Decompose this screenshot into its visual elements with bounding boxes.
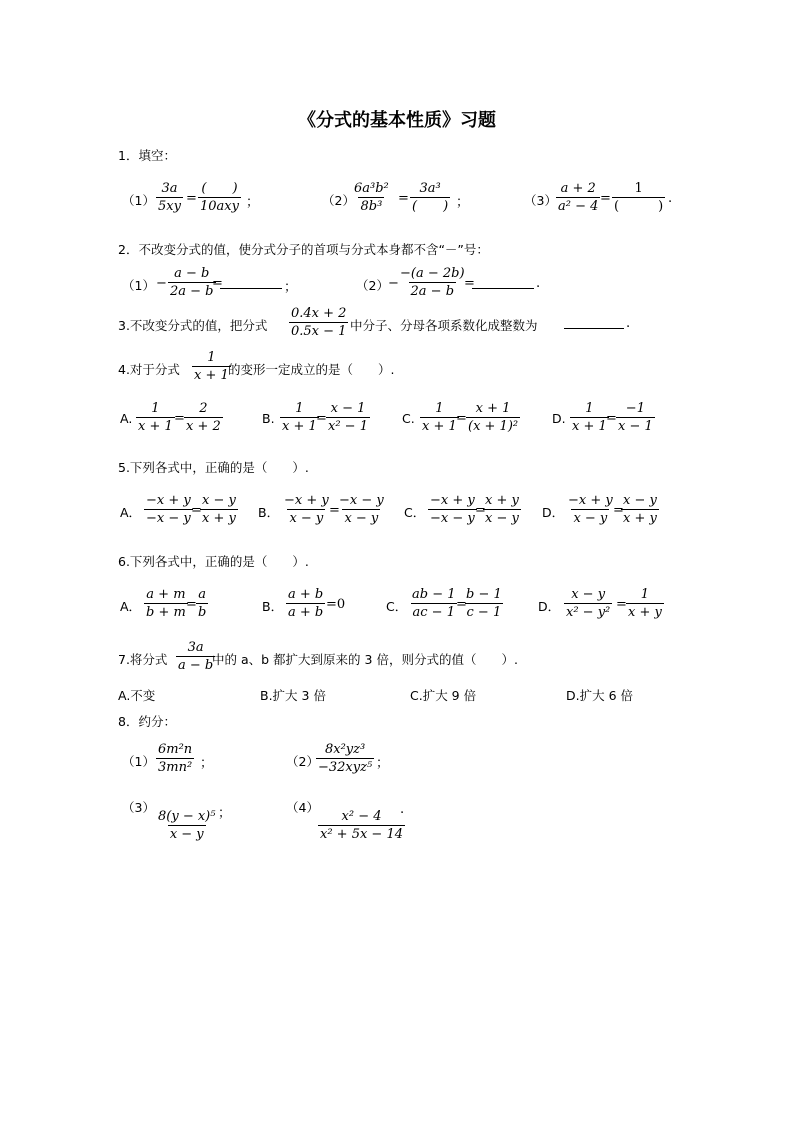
q4-option-b-label[interactable]: B. bbox=[262, 411, 275, 426]
q8-heading: 8．约分： bbox=[118, 714, 176, 729]
q5-option-d-fraction-left bbox=[566, 492, 615, 527]
q1-part2-fraction-right bbox=[410, 180, 450, 215]
numerator: x + 1 bbox=[475, 401, 511, 416]
denominator: 5xy bbox=[158, 199, 181, 214]
minus-sign: − bbox=[156, 276, 167, 291]
numerator: 0.4x + 2 bbox=[291, 306, 347, 321]
denominator: 2a − b bbox=[410, 284, 455, 299]
denominator: x² − 1 bbox=[328, 419, 368, 434]
numerator: −x + y bbox=[146, 493, 191, 508]
q6-option-c-fraction-left bbox=[410, 586, 458, 621]
q7-option-a[interactable]: A.不变 bbox=[118, 688, 156, 703]
equals-sign: = bbox=[475, 503, 486, 518]
numerator: 3a bbox=[187, 640, 204, 655]
q4-text-after: 的变形一定成立的是（ ）. bbox=[228, 362, 395, 377]
equals-sign: = bbox=[329, 503, 340, 518]
numerator: 1 bbox=[151, 401, 160, 416]
q5-option-b-label[interactable]: B． bbox=[258, 505, 280, 520]
answer-blank[interactable] bbox=[564, 316, 624, 333]
q1-part1-fraction-right bbox=[198, 180, 241, 215]
denominator: x − 1 bbox=[618, 419, 653, 434]
denominator: x − y bbox=[573, 511, 608, 526]
denominator: −x − y bbox=[430, 511, 475, 526]
denominator: x² − y² bbox=[566, 605, 611, 620]
punctuation: ； bbox=[218, 806, 232, 821]
equals-sign: = bbox=[613, 503, 624, 518]
q1-heading: 1．填空： bbox=[118, 148, 176, 163]
q6-option-d-fraction-right bbox=[626, 586, 664, 621]
denominator: 8b³ bbox=[360, 199, 383, 214]
numerator: x − y bbox=[623, 493, 657, 508]
denominator: x − y bbox=[289, 511, 324, 526]
q7-option-c[interactable]: C.扩大 9 倍 bbox=[410, 688, 477, 703]
q7-option-d[interactable]: D.扩大 6 倍 bbox=[566, 688, 633, 703]
denominator: ac − 1 bbox=[412, 605, 455, 620]
q5-option-b-fraction-right bbox=[337, 492, 386, 527]
q1-part1-fraction-left bbox=[156, 180, 183, 215]
denominator: 0.5x − 1 bbox=[291, 324, 347, 339]
q6-option-d-label[interactable]: D． bbox=[538, 599, 561, 614]
equals-sign: = bbox=[464, 276, 475, 291]
numerator: a + 2 bbox=[560, 181, 596, 196]
q8-part1-label: （1） bbox=[122, 754, 155, 769]
numerator: −x + y bbox=[568, 493, 613, 508]
q5-option-c-fraction-right bbox=[483, 492, 521, 527]
q4-option-b-fraction-left bbox=[280, 400, 319, 435]
equals-sign: = bbox=[212, 276, 223, 291]
numerator: a − b bbox=[174, 266, 210, 281]
q6-option-b-fraction bbox=[286, 586, 325, 621]
q4-option-d-fraction-right bbox=[616, 400, 655, 435]
q4-text-before: 4.对于分式 bbox=[118, 362, 180, 377]
denominator: x + y bbox=[623, 511, 657, 526]
numerator: a bbox=[198, 587, 207, 602]
denominator: (x + 1)² bbox=[468, 419, 519, 434]
denominator: c − 1 bbox=[466, 605, 502, 620]
q1-part3-fraction-right bbox=[612, 180, 665, 215]
numerator: b − 1 bbox=[466, 587, 502, 602]
equals-zero: =0 bbox=[326, 597, 346, 612]
numerator: x − y bbox=[202, 493, 236, 508]
q4-option-d-fraction-left bbox=[570, 400, 609, 435]
punctuation: . bbox=[668, 191, 673, 206]
q6-option-c-label[interactable]: C． bbox=[386, 599, 408, 614]
answer-blank[interactable] bbox=[472, 276, 534, 293]
numerator: a + m bbox=[146, 587, 186, 602]
q5-option-c-label[interactable]: C． bbox=[404, 505, 426, 520]
q5-option-a-label[interactable]: A． bbox=[120, 505, 142, 520]
denominator: x + y bbox=[628, 605, 662, 620]
q6-option-a-fraction-left bbox=[144, 586, 188, 621]
equals-sign: = bbox=[191, 503, 202, 518]
punctuation: . bbox=[400, 802, 405, 817]
q5-option-c-fraction-left bbox=[428, 492, 477, 527]
numerator: −x + y bbox=[430, 493, 475, 508]
page-title: 《分式的基本性质》习题 bbox=[298, 110, 496, 131]
q7-fraction bbox=[176, 639, 215, 674]
numerator: 3a bbox=[161, 181, 178, 196]
denominator: 10axy bbox=[200, 199, 239, 214]
q1-part3-label: （3） bbox=[524, 193, 557, 208]
equals-sign: = bbox=[316, 411, 327, 426]
q2-part1-fraction bbox=[168, 265, 216, 300]
q3-text-after: 中分子、分母各项系数化成整数为 bbox=[350, 318, 538, 333]
numerator: 2 bbox=[199, 401, 208, 416]
q5-option-d-label[interactable]: D． bbox=[542, 505, 565, 520]
q4-option-a-fraction-right bbox=[184, 400, 223, 435]
q8-part4-label: （4） bbox=[286, 800, 319, 815]
numerator: 1 bbox=[585, 401, 594, 416]
denominator: 3mn² bbox=[158, 760, 193, 775]
denominator: x − y bbox=[344, 511, 379, 526]
punctuation: ； bbox=[284, 280, 298, 295]
denominator: x − y bbox=[485, 511, 519, 526]
numerator: x − y bbox=[571, 587, 606, 602]
denominator: x + y bbox=[202, 511, 236, 526]
equals-sign: = bbox=[186, 191, 197, 206]
denominator-blank: ( ) bbox=[614, 199, 664, 214]
q2-part2-fraction bbox=[398, 265, 467, 300]
q1-part3-fraction-left bbox=[556, 180, 600, 215]
denominator: x + 1 bbox=[422, 419, 457, 434]
numerator: 1 bbox=[295, 401, 304, 416]
equals-sign: = bbox=[174, 411, 185, 426]
punctuation: ； bbox=[376, 756, 390, 771]
numerator: x² − 4 bbox=[341, 809, 382, 824]
punctuation: . bbox=[536, 276, 541, 291]
punctuation: ； bbox=[456, 195, 470, 210]
q5-option-a-fraction-left bbox=[144, 492, 193, 527]
equals-sign: = bbox=[456, 597, 467, 612]
denominator: x + 1 bbox=[138, 419, 173, 434]
q4-option-c-fraction-left bbox=[420, 400, 459, 435]
equals-sign: = bbox=[600, 191, 611, 206]
denominator: −32xyz⁵ bbox=[318, 760, 373, 775]
numerator: 6a³b² bbox=[354, 181, 389, 196]
q6-option-b-label[interactable]: B． bbox=[262, 599, 284, 614]
q1-part2-fraction-left bbox=[352, 180, 391, 215]
numerator: −x + y bbox=[284, 493, 329, 508]
numerator: −1 bbox=[625, 401, 645, 416]
q2-part2-label: （2） bbox=[356, 278, 389, 293]
q8-part4-fraction bbox=[318, 808, 405, 843]
denominator: a + b bbox=[288, 605, 324, 620]
numerator: 1 bbox=[207, 350, 216, 365]
q1-part2-label: （2） bbox=[322, 193, 355, 208]
q1-part1-label: （1） bbox=[122, 193, 155, 208]
q2-part1-label: （1） bbox=[122, 278, 155, 293]
equals-sign: = bbox=[186, 597, 197, 612]
denominator: 2a − b bbox=[170, 284, 214, 299]
punctuation: ； bbox=[200, 756, 214, 771]
q8-part3-fraction bbox=[156, 808, 217, 843]
denominator: b + m bbox=[146, 605, 186, 620]
denominator: a² − 4 bbox=[558, 199, 599, 214]
numerator: 1 bbox=[640, 587, 650, 602]
numerator: 1 bbox=[634, 181, 643, 196]
numerator: x − 1 bbox=[330, 401, 366, 416]
denominator: x + 2 bbox=[186, 419, 221, 434]
q7-text-after: 中的 a、b 都扩大到原来的 3 倍，则分式的值（ ）. bbox=[212, 652, 518, 667]
numerator: −(a − 2b) bbox=[400, 266, 465, 281]
q4-option-b-fraction-right bbox=[326, 400, 370, 435]
numerator-blank: ( ) bbox=[201, 181, 238, 196]
q8-part3-label: （3） bbox=[122, 800, 155, 815]
numerator: x + y bbox=[485, 493, 519, 508]
q4-fraction bbox=[192, 349, 231, 384]
denominator: x + 1 bbox=[572, 419, 607, 434]
q5-option-b-fraction-left bbox=[282, 492, 331, 527]
numerator: 3a³ bbox=[419, 181, 441, 196]
q6-option-a-label[interactable]: A． bbox=[120, 599, 142, 614]
denominator: a − b bbox=[178, 658, 214, 673]
denominator: b bbox=[198, 605, 207, 620]
punctuation: . bbox=[626, 316, 631, 331]
minus-sign: − bbox=[388, 276, 399, 291]
punctuation: ； bbox=[246, 195, 260, 210]
q6-option-a-fraction-right bbox=[196, 586, 208, 621]
denominator: x − y bbox=[169, 827, 204, 842]
numerator: 8(y − x)⁵ bbox=[158, 809, 216, 824]
equals-sign: = bbox=[606, 411, 617, 426]
denominator: x² + 5x − 14 bbox=[320, 827, 404, 842]
q7-option-b[interactable]: B.扩大 3 倍 bbox=[260, 688, 326, 703]
denominator: x + 1 bbox=[194, 368, 229, 383]
numerator: 6m²n bbox=[158, 742, 193, 757]
q2-heading: 2．不改变分式的值，使分式分子的首项与分式本身都不含“－”号： bbox=[118, 242, 489, 257]
q3-text-before: 3.不改变分式的值，把分式 bbox=[118, 318, 268, 333]
q4-option-a-label[interactable]: A. bbox=[120, 411, 133, 426]
q4-option-a-fraction-left bbox=[136, 400, 175, 435]
denominator-blank: ( ) bbox=[412, 199, 449, 214]
q4-option-c-label[interactable]: C. bbox=[402, 411, 415, 426]
q4-option-c-fraction-right bbox=[466, 400, 520, 435]
q6-option-c-fraction-right bbox=[464, 586, 504, 621]
q7-text-before: 7.将分式 bbox=[118, 652, 168, 667]
answer-blank[interactable] bbox=[220, 276, 282, 293]
denominator: x + 1 bbox=[282, 419, 317, 434]
q4-option-d-label[interactable]: D. bbox=[552, 411, 566, 426]
numerator: −x − y bbox=[339, 493, 384, 508]
q5-heading: 5.下列各式中，正确的是（ ）. bbox=[118, 460, 309, 475]
equals-sign: = bbox=[456, 411, 467, 426]
numerator: ab − 1 bbox=[412, 587, 456, 602]
equals-sign: = bbox=[616, 597, 627, 612]
denominator: −x − y bbox=[146, 511, 191, 526]
q8-part2-label: （2） bbox=[286, 754, 319, 769]
numerator: 8x²yz³ bbox=[324, 742, 366, 757]
q6-heading: 6.下列各式中，正确的是（ ）. bbox=[118, 554, 309, 569]
numerator: a + b bbox=[288, 587, 324, 602]
q8-part1-fraction bbox=[156, 741, 194, 776]
q5-option-d-fraction-right bbox=[621, 492, 659, 527]
numerator: 1 bbox=[435, 401, 444, 416]
equals-sign: = bbox=[398, 191, 409, 206]
q3-fraction bbox=[289, 305, 348, 340]
q5-option-a-fraction-right bbox=[200, 492, 238, 527]
q8-part2-fraction bbox=[316, 741, 374, 776]
q6-option-d-fraction-left bbox=[564, 586, 612, 621]
